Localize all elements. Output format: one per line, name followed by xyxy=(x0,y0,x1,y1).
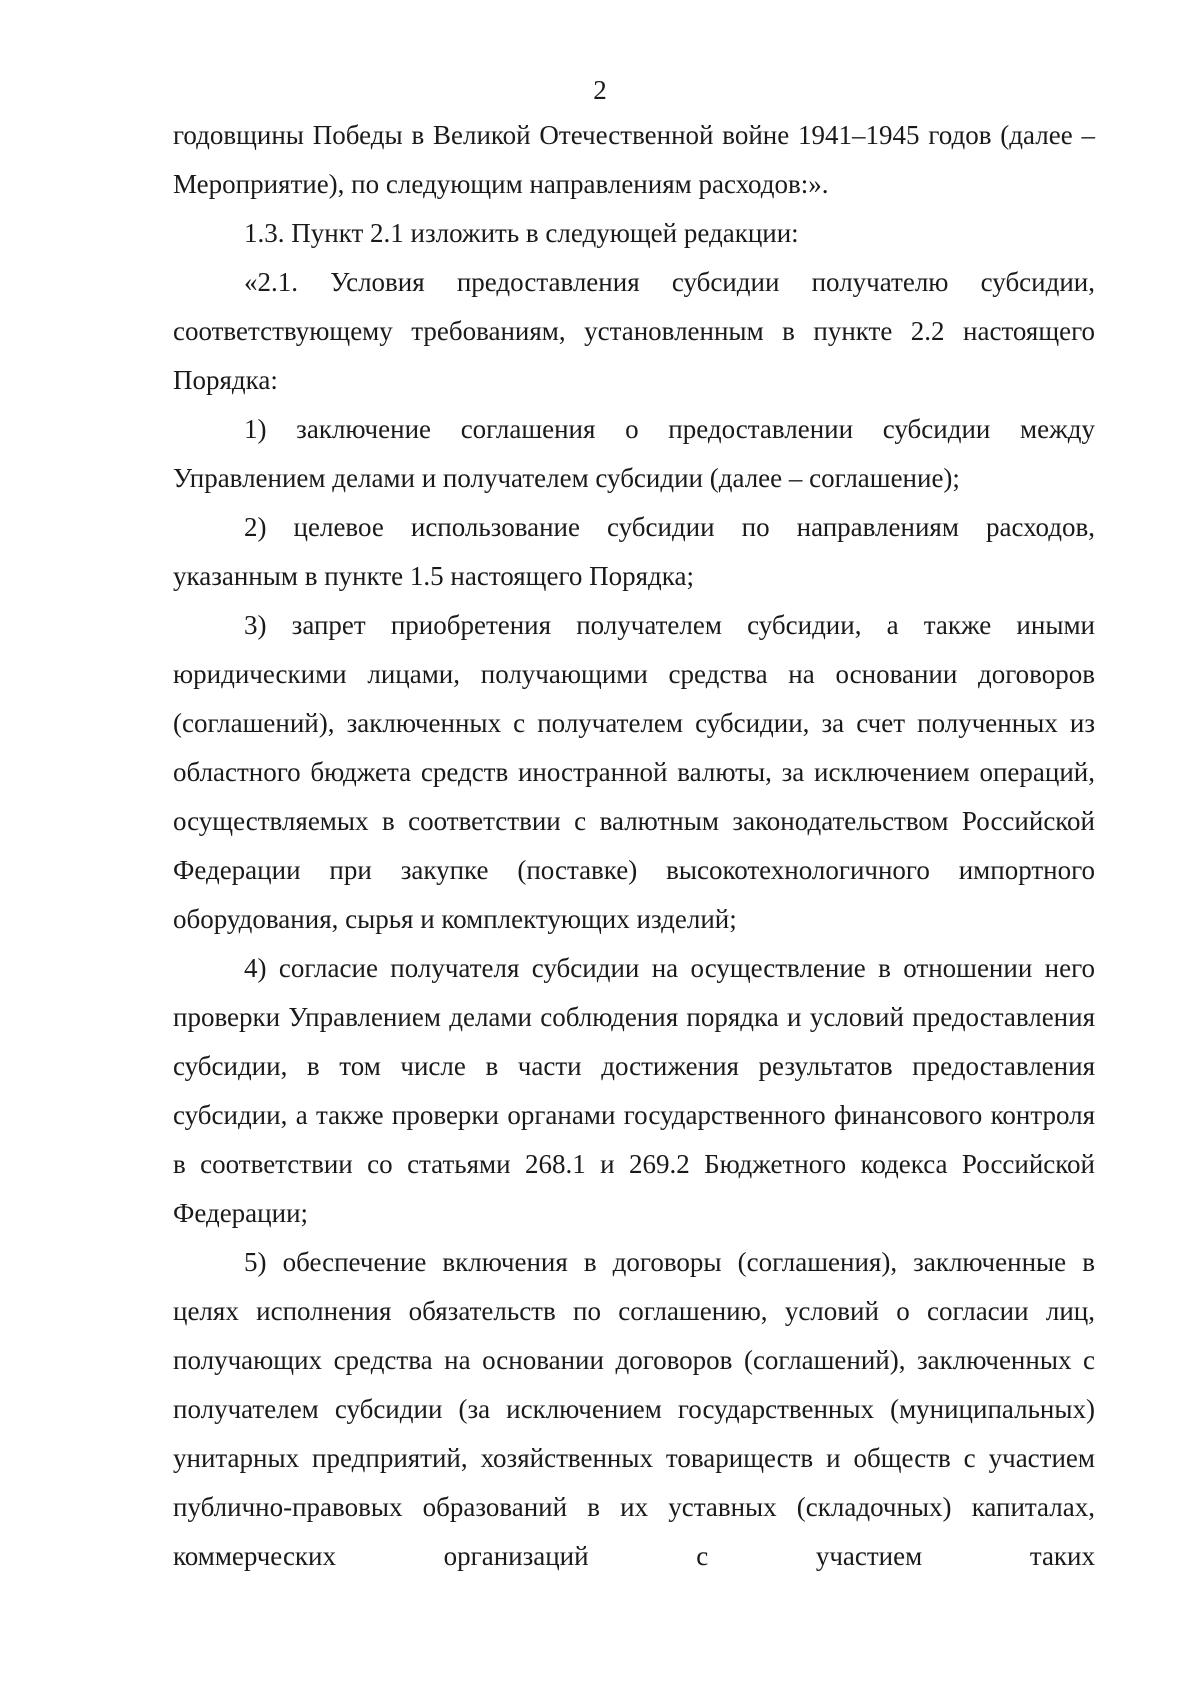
paragraph-item-5: 5) обеспечение включения в договоры (соглашения), заключенные в целях исполнения обязательств по соглашению, условий о согласии лиц, получающих средства на основании договоров (соглашений), заключенных с получателем субсидии (за исключением государственных (муниципальных) унитарных предприятий, хозяйственных товариществ и обществ с участием публично-правовых образований в их уставных (складочных) капиталах, коммерческих организаций с участием таких xyxy=(173,1247,1095,1571)
paragraph-item-1: 1) заключение соглашения о предоставлении субсидии между Управлением делами и получателем субсидии (далее – соглашение); xyxy=(173,414,1095,493)
paragraph-item-2: 2) целевое использование субсидии по направлениям расходов, указанным в пункте 1.5 настоящего Порядка; xyxy=(173,512,1095,591)
paragraph-item-4: 4) согласие получателя субсидии на осуществление в отношении него проверки Управлением делами соблюдения порядка и условий предоставления субсидии, в том числе в части достижения результатов предоставления субсидии, а также проверки органами государственного финансового контроля в соответствии со статьями 268.1 и 269.2 Бюджетного кодекса Российской Федерации; xyxy=(173,953,1095,1228)
paragraph-intro-continuation: годовщины Победы в Великой Отечественной войне 1941–1945 годов (далее – Мероприятие), по следующим направлениям расходов:». xyxy=(173,120,1095,199)
paragraph-clause-2-1: «2.1. Условия предоставления субсидии получателю субсидии, соответствующему требованиям, установленным в пункте 2.2 настоящего Порядка: xyxy=(173,267,1095,395)
document-body xyxy=(173,111,1095,1581)
paragraph-clause-1-3: 1.3. Пункт 2.1 изложить в следующей редакции: xyxy=(244,218,799,248)
page-number: 2 xyxy=(593,75,607,105)
paragraph-item-3: 3) запрет приобретения получателем субсидии, а также иными юридическими лицами, получающими средства на основании договоров (соглашений), заключенных с получателем субсидии, за счет полученных из областного бюджета средств иностранной валюты, за исключением операций, осуществляемых в соответствии с валютным законодательством Российской Федерации при закупке (поставке) высокотехнологичного импортного оборудования, сырья и комплектующих изделий; xyxy=(173,610,1095,934)
